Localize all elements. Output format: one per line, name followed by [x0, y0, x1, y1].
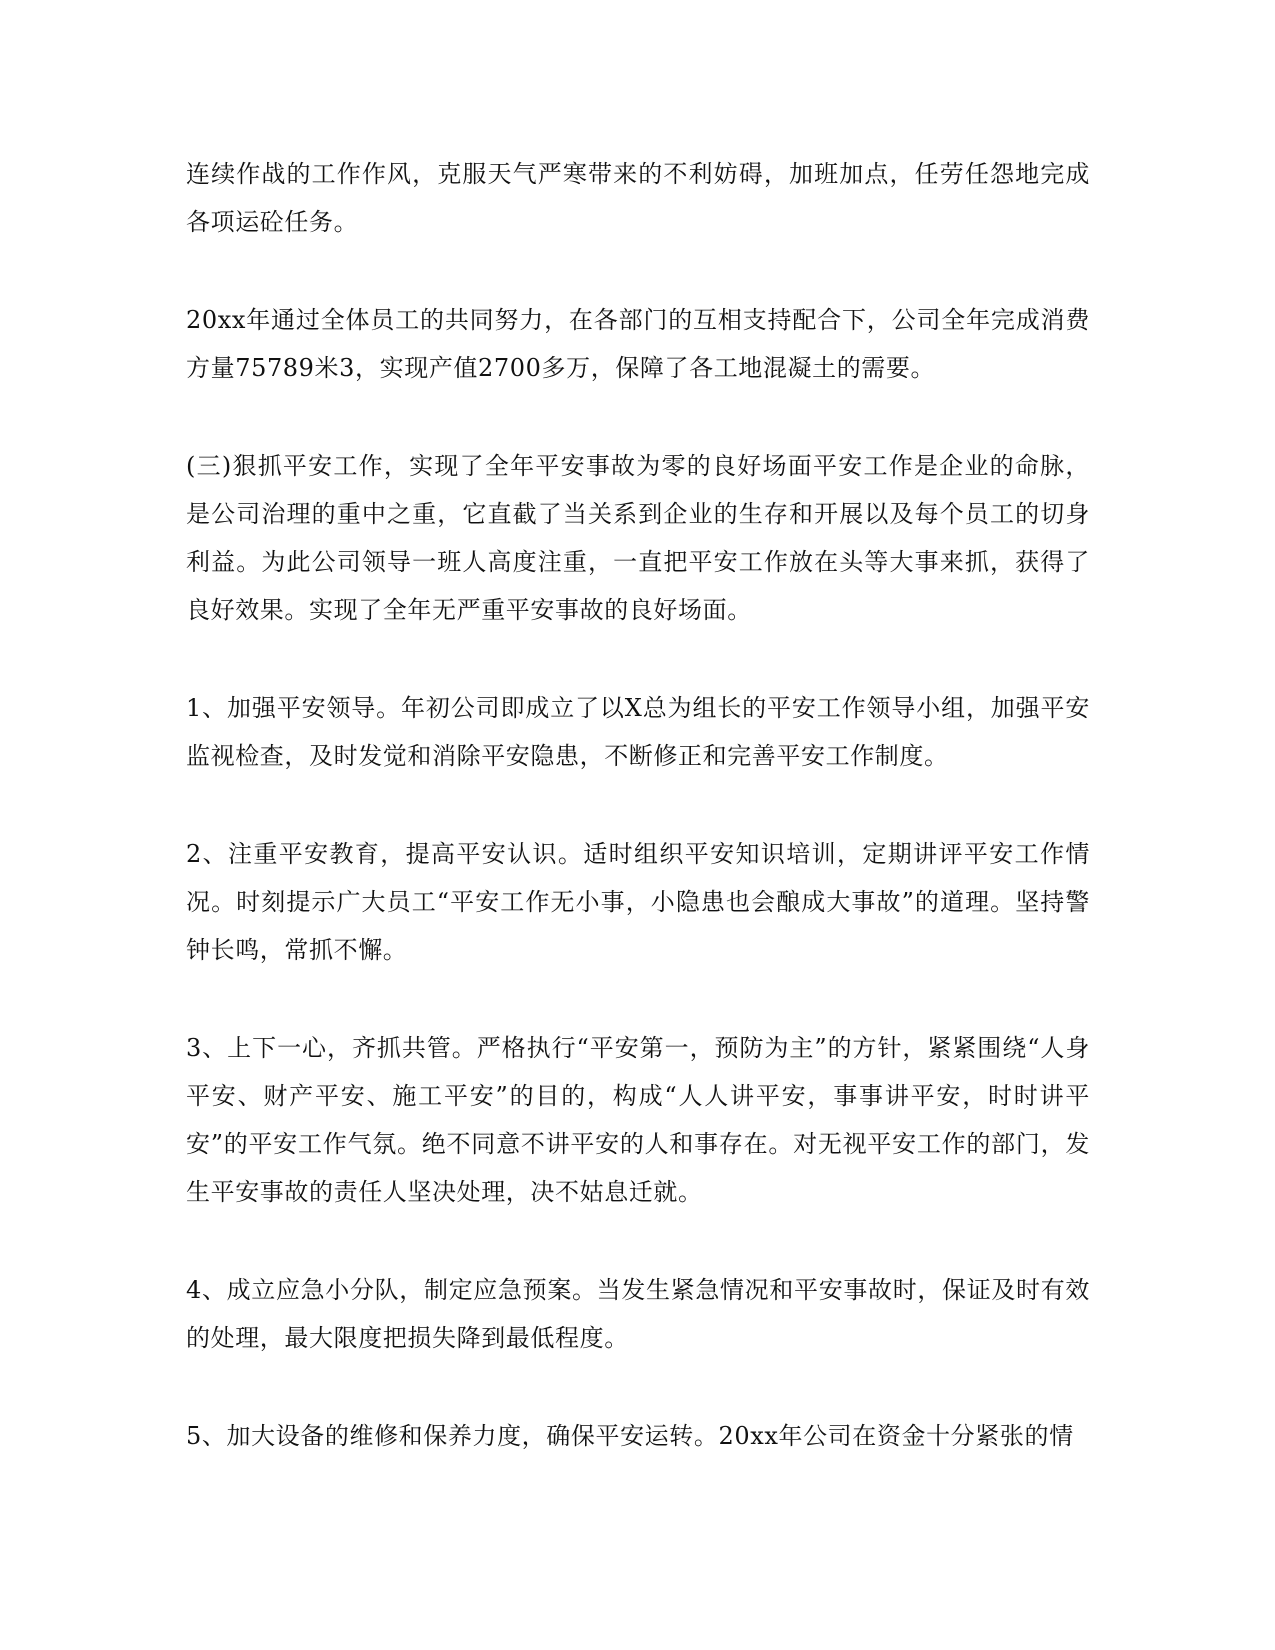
paragraph-item-1-safety-leadership: 1、加强平安领导。年初公司即成立了以X总为组长的平安工作领导小组，加强平安监视检查，及时发觉和消除平安隐患，不断修正和完善平安工作制度。 [186, 694, 1090, 770]
paragraph-work-style: 连续作战的工作作风，克服天气严寒带来的不利妨碍，加班加点，任劳任怨地完成各项运砼任务。 [186, 160, 1090, 236]
paragraph-item-3-joint-management: 3、上下一心，齐抓共管。严格执行“平安第一，预防为主”的方针，紧紧围绕“人身平安、财产平安、施工平安”的目的，构成“人人讲平安，事事讲平安，时时讲平安”的平安工作气氛。绝不同意不讲平安的人和事存在。对无视平安工作的部门，发生平安事故的责任人坚决处理，决不姑息迁就。 [186, 1034, 1090, 1206]
paragraph-item-2-safety-education: 2、注重平安教育，提高平安认识。适时组织平安知识培训，定期讲评平安工作情况。时刻提示广大员工“平安工作无小事，小隐患也会酿成大事故”的道理。坚持警钟长鸣，常抓不懈。 [186, 840, 1090, 964]
paragraph-item-5-equipment-maintenance: 5、加大设备的维修和保养力度，确保平安运转。20xx年公司在资金十分紧张的情 [186, 1422, 1074, 1450]
paragraph-item-4-emergency-team: 4、成立应急小分队，制定应急预案。当发生紧急情况和平安事故时，保证及时有效的处理，最大限度把损失降到最低程度。 [186, 1276, 1090, 1352]
paragraph-annual-output: 20xx年通过全体员工的共同努力，在各部门的互相支持配合下，公司全年完成消费方量75789米3，实现产值2700多万，保障了各工地混凝土的需要。 [186, 306, 1090, 382]
paragraph-safety-overview: (三)狠抓平安工作，实现了全年平安事故为零的良好场面平安工作是企业的命脉，是公司治理的重中之重，它直截了当关系到企业的生存和开展以及每个员工的切身利益。为此公司领导一班人高度注重，一直把平安工作放在头等大事来抓，获得了良好效果。实现了全年无严重平安事故的良好场面。 [186, 452, 1090, 624]
document-body [186, 150, 1090, 1460]
